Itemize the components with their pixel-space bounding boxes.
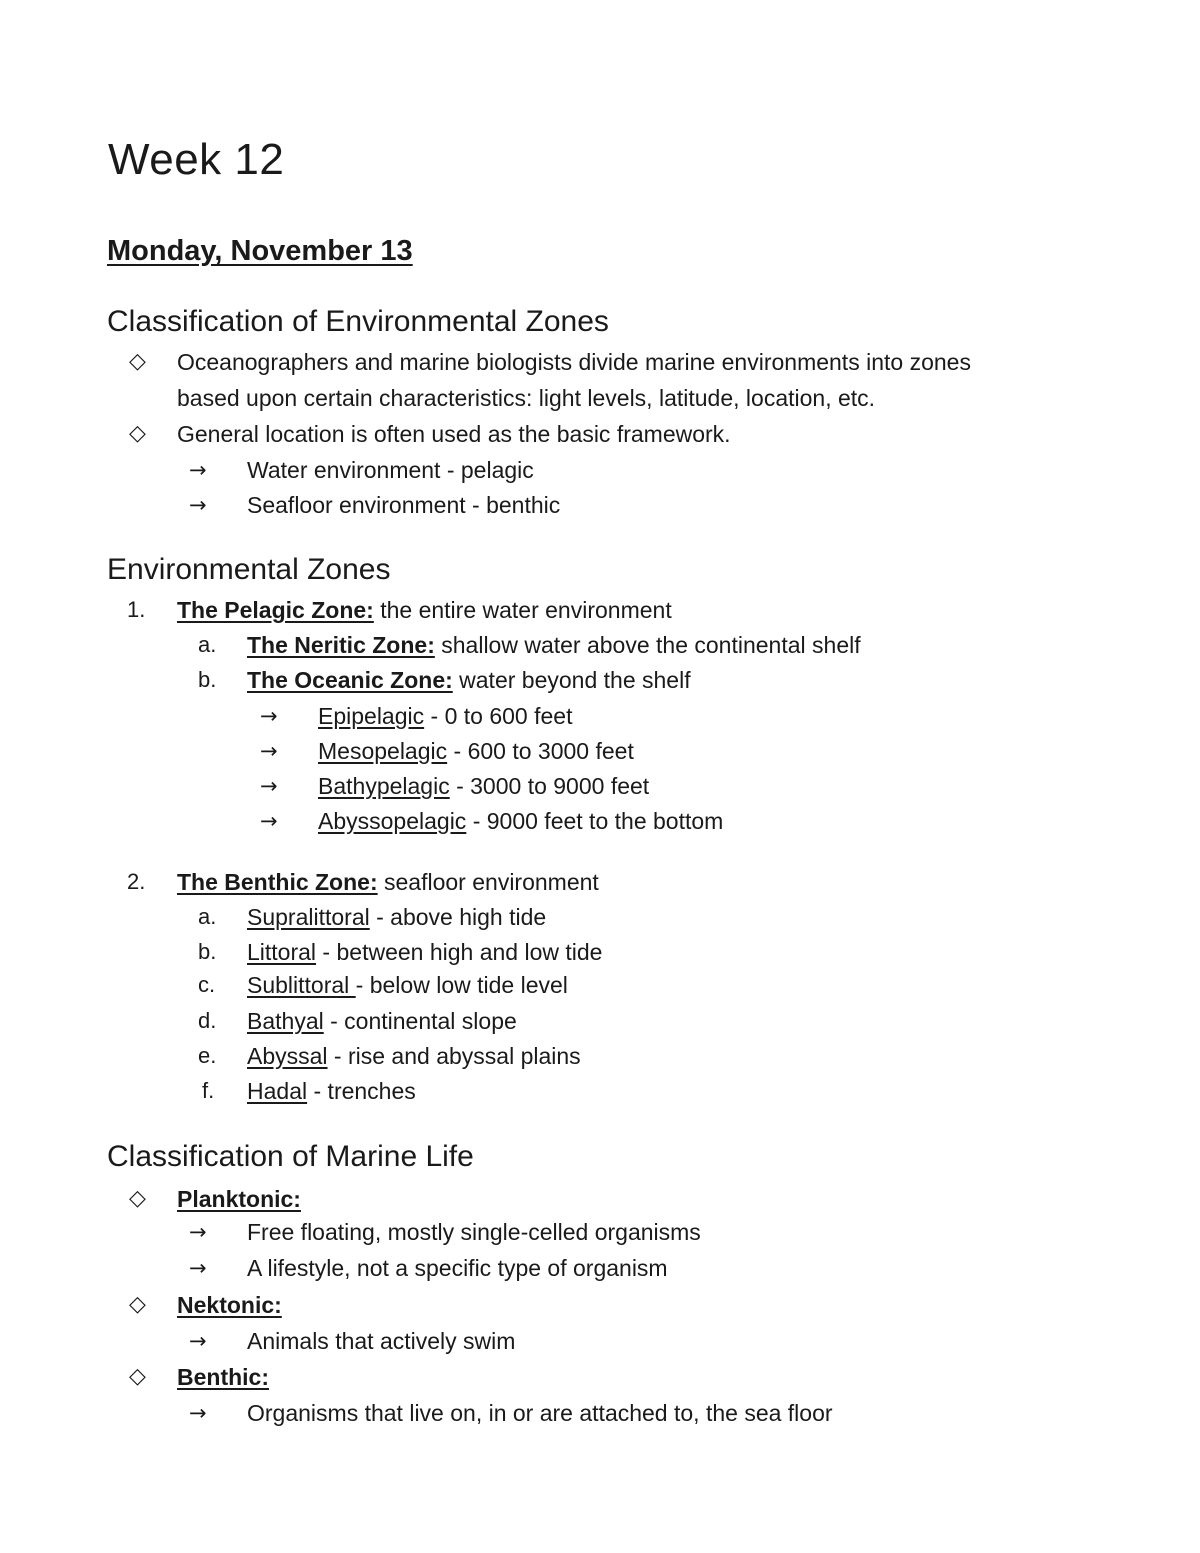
list-letter: b. xyxy=(198,939,217,964)
list-letter: f. xyxy=(202,1078,215,1103)
arrow-bullet-icon: → xyxy=(189,1220,207,1244)
term-littoral: Littoral xyxy=(247,939,317,965)
list-letter: e. xyxy=(198,1043,217,1068)
arrow-bullet-icon: → xyxy=(189,1329,207,1353)
list-number: 2. xyxy=(127,869,146,894)
list-item-abyssopelagic xyxy=(318,806,723,836)
term-neritic-zone: The Neritic Zone: xyxy=(247,632,435,658)
list-item-nektonic xyxy=(177,1290,282,1320)
list-item-mesopelagic xyxy=(318,736,634,766)
term-bathypelagic: Bathypelagic xyxy=(318,773,450,799)
arrow-bullet-icon: → xyxy=(189,1256,207,1280)
definition-text: - trenches xyxy=(307,1078,416,1104)
list-item-epipelagic xyxy=(318,701,572,731)
definition-text: - 3000 to 9000 feet xyxy=(449,773,650,799)
list-item-benthic xyxy=(177,1362,269,1392)
definition-text: - 0 to 600 feet xyxy=(424,703,573,729)
sub-bullet-text: Free floating, mostly single-celled organisms xyxy=(247,1219,701,1245)
definition-text: - below low tide level xyxy=(355,972,568,998)
term-abyssopelagic: Abyssopelagic xyxy=(318,808,467,834)
definition-text: the entire water environment xyxy=(373,597,672,623)
list-letter: c. xyxy=(198,972,216,997)
list-item-bathypelagic xyxy=(318,771,649,801)
term-oceanic-zone: The Oceanic Zone: xyxy=(247,667,453,693)
section-heading-environmental-zones: Environmental Zones xyxy=(107,553,391,586)
section-heading-classification-zones: Classification of Environmental Zones xyxy=(107,305,609,338)
list-item-sublittoral xyxy=(247,970,568,1000)
definition-text: - 9000 feet to the bottom xyxy=(466,808,724,834)
arrow-bullet-icon: → xyxy=(260,704,278,728)
arrow-bullet-icon: → xyxy=(189,1401,207,1425)
term-mesopelagic: Mesopelagic xyxy=(318,738,448,764)
definition-text: - rise and abyssal plains xyxy=(327,1043,581,1069)
definition-text: shallow water above the continental shelf xyxy=(434,632,861,658)
sub-bullet-text: Water environment - pelagic xyxy=(247,457,534,483)
page-title: Week 12 xyxy=(108,135,285,184)
term-hadal: Hadal xyxy=(247,1078,308,1104)
bullet-text-continued: based upon certain characteristics: light levels, latitude, location, etc. xyxy=(177,385,876,411)
term-supralittoral: Supralittoral xyxy=(247,904,370,930)
term-planktonic: Planktonic: xyxy=(177,1186,301,1212)
term-bathyal: Bathyal xyxy=(247,1008,324,1034)
arrow-bullet-icon: → xyxy=(189,493,207,517)
arrow-bullet-icon: → xyxy=(260,739,278,763)
definition-text: - 600 to 3000 feet xyxy=(447,738,634,764)
list-letter: d. xyxy=(198,1008,217,1033)
list-letter: a. xyxy=(198,632,217,657)
definition-text: water beyond the shelf xyxy=(452,667,691,693)
list-item-supralittoral xyxy=(247,902,546,932)
list-number: 1. xyxy=(127,597,146,622)
list-item-littoral xyxy=(247,937,602,967)
list-item-planktonic xyxy=(177,1184,301,1214)
term-sublittoral: Sublittoral xyxy=(247,972,356,998)
definition-text: - above high tide xyxy=(369,904,547,930)
list-item-pelagic xyxy=(177,595,672,625)
diamond-bullet-icon: ◇ xyxy=(129,1292,146,1317)
term-benthic-zone: The Benthic Zone: xyxy=(177,869,378,895)
bullet-text: Oceanographers and marine biologists divide marine environments into zones xyxy=(177,349,971,375)
list-item-neritic xyxy=(247,630,861,660)
term-abyssal: Abyssal xyxy=(247,1043,328,1069)
list-item-bathyal xyxy=(247,1006,517,1036)
arrow-bullet-icon: → xyxy=(260,774,278,798)
diamond-bullet-icon: ◇ xyxy=(129,421,146,446)
diamond-bullet-icon: ◇ xyxy=(129,349,146,374)
arrow-bullet-icon: → xyxy=(260,809,278,833)
diamond-bullet-icon: ◇ xyxy=(129,1364,146,1389)
sub-bullet-text: Organisms that live on, in or are attached to, the sea floor xyxy=(247,1400,833,1426)
definition-text: seafloor environment xyxy=(377,869,599,895)
list-letter: a. xyxy=(198,904,217,929)
term-pelagic-zone: The Pelagic Zone: xyxy=(177,597,374,623)
list-item-oceanic xyxy=(247,665,691,695)
bullet-text: General location is often used as the basic framework. xyxy=(177,421,731,447)
list-item-benthic-zone xyxy=(177,867,599,897)
term-nektonic: Nektonic: xyxy=(177,1292,282,1318)
list-item-abyssal xyxy=(247,1041,581,1071)
term-benthic: Benthic: xyxy=(177,1364,269,1390)
definition-text: - between high and low tide xyxy=(316,939,603,965)
arrow-bullet-icon: → xyxy=(189,458,207,482)
list-item-hadal xyxy=(247,1076,416,1106)
sub-bullet-text: Animals that actively swim xyxy=(247,1328,516,1354)
sub-bullet-text: Seafloor environment - benthic xyxy=(247,492,561,518)
definition-text: - continental slope xyxy=(323,1008,517,1034)
sub-bullet-text: A lifestyle, not a specific type of organism xyxy=(247,1255,668,1281)
section-heading-marine-life: Classification of Marine Life xyxy=(107,1140,474,1173)
date-heading: Monday, November 13 xyxy=(107,235,413,267)
diamond-bullet-icon: ◇ xyxy=(129,1186,146,1211)
term-epipelagic: Epipelagic xyxy=(318,703,425,729)
list-letter: b. xyxy=(198,667,217,692)
